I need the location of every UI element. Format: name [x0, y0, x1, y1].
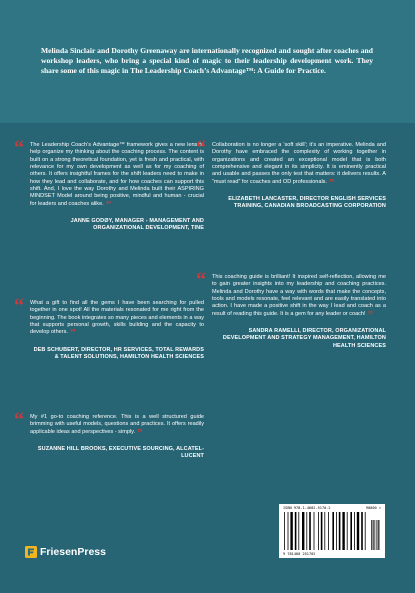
isbn-barcode [279, 504, 385, 558]
close-quote-icon: ” [105, 198, 112, 211]
open-quote-icon: “ [14, 137, 24, 159]
isbn-text: ISBN 978-1-4602-5170-2 [283, 506, 331, 510]
close-quote-icon: ” [137, 426, 143, 439]
publisher-logo [25, 546, 106, 558]
open-quote-icon: “ [196, 137, 206, 159]
testimonial-5 [196, 269, 386, 350]
open-quote-icon: “ [14, 295, 24, 317]
price-code: 90000 > [365, 506, 381, 510]
testimonial-1 [14, 137, 204, 233]
barcode-bars [283, 512, 381, 550]
close-quote-icon: ” [367, 308, 374, 321]
close-quote-icon: ” [69, 327, 76, 340]
testimonial-body: My #1 go-to coaching reference. This is a well structured guide brimming with useful models, questions and practices. It offers readily applicable ideas and perspectives - simply. ” [30, 414, 204, 439]
testimonial-body: Collaboration is no longer a ‘soft skill’; it’s an imperative. Melinda and Dorothy have embraced the complexity of working together in organizations and created an exceptional model that is both comprehensive and elegant in its simplicity. It is eminently practical and usable and passes the only test that matters: it delivers results. A “must read” for coaches and OD professionals. ” [212, 142, 386, 189]
testimonial-attribution: SUZANNE HILL BROOKS, EXECUTIVE SOURCING, ALCATEL-LUCENT [37, 446, 204, 460]
testimonial-attribution: SANDRA RAMELLI, DIRECTOR, ORGANIZATIONAL DEVELOPMENT AND STRATEGY MANAGEMENT, HAMILTON HEALTH SCIENCES [222, 328, 386, 349]
testimonial-body: What a gift to find all the gems I have been searching for pulled together in one spot! All the materials resonated for me right from the beginning. The book integrates so many pieces and elements in a way that supports personal growth, skills building and the capacity to develop others. ” [30, 300, 204, 340]
testimonial-attribution: JANNE GODØY, MANAGER - MANAGEMENT AND ORGANIZATIONAL DEVELOPMENT, TINE [70, 218, 204, 232]
testimonial-body: The Leadership Coach’s Advantage™ framework gives a new lens to help organize my thinking about the coaching process. The content is built on a strong theoretical foundation, yet is fresh and practical, with relevance for my own development as well as for my coaching of others. It offers insightful frames for the shift leaders need to make in how they lead and collaborate, and for how coaches can support this shift. And, I love the way Dorothy and Melinda built their ASPIRING MINDSET Model around being positive, mindful and human - crucial for leaders and coaches alike. ” [30, 142, 204, 211]
friesenpress-logo-icon [25, 546, 37, 558]
testimonial-2 [14, 295, 204, 361]
testimonial-3 [14, 409, 204, 461]
open-quote-icon: “ [14, 409, 24, 431]
testimonial-attribution: ELIZABETH LANCASTER, DIRECTOR ENGLISH SERVICES TRAINING, CANADIAN BROADCASTING CORPORATION [228, 196, 386, 210]
testimonial-attribution: DEB SCHUBERT, DIRECTOR, HR SERVICES, TOTAL REWARDS & TALENT SOLUTIONS, HAMILTON HEALTH SCIENCES [33, 346, 204, 361]
testimonial-body: This coaching guide is brilliant! It inspired self-reflection, allowing me to gain greater insights into my leadership and coaching practices. Melinda and Dorothy have a way with words that make the concepts, tools and models resonate, feel relevant and are easily translated into action. I have made a positive shift in the way I lead and coach as a result of reading this guide. It is a gem for any leader or coach! ” [212, 274, 386, 321]
publisher-name: FriesenPress [40, 546, 106, 558]
intro-paragraph: Melinda Sinclair and Dorothy Greenaway are internationally recognized and sought after coaches and workshop leaders, who bring a special kind of magic to their leadership development work. They share some of this magic in The Leadership Coach’s Advantage™: A Guide for Practice. [41, 45, 373, 75]
close-quote-icon: ” [329, 176, 335, 189]
open-quote-icon: “ [196, 269, 206, 291]
barcode-digits: 9 781460 251702 [283, 552, 316, 556]
testimonial-4 [196, 137, 386, 211]
